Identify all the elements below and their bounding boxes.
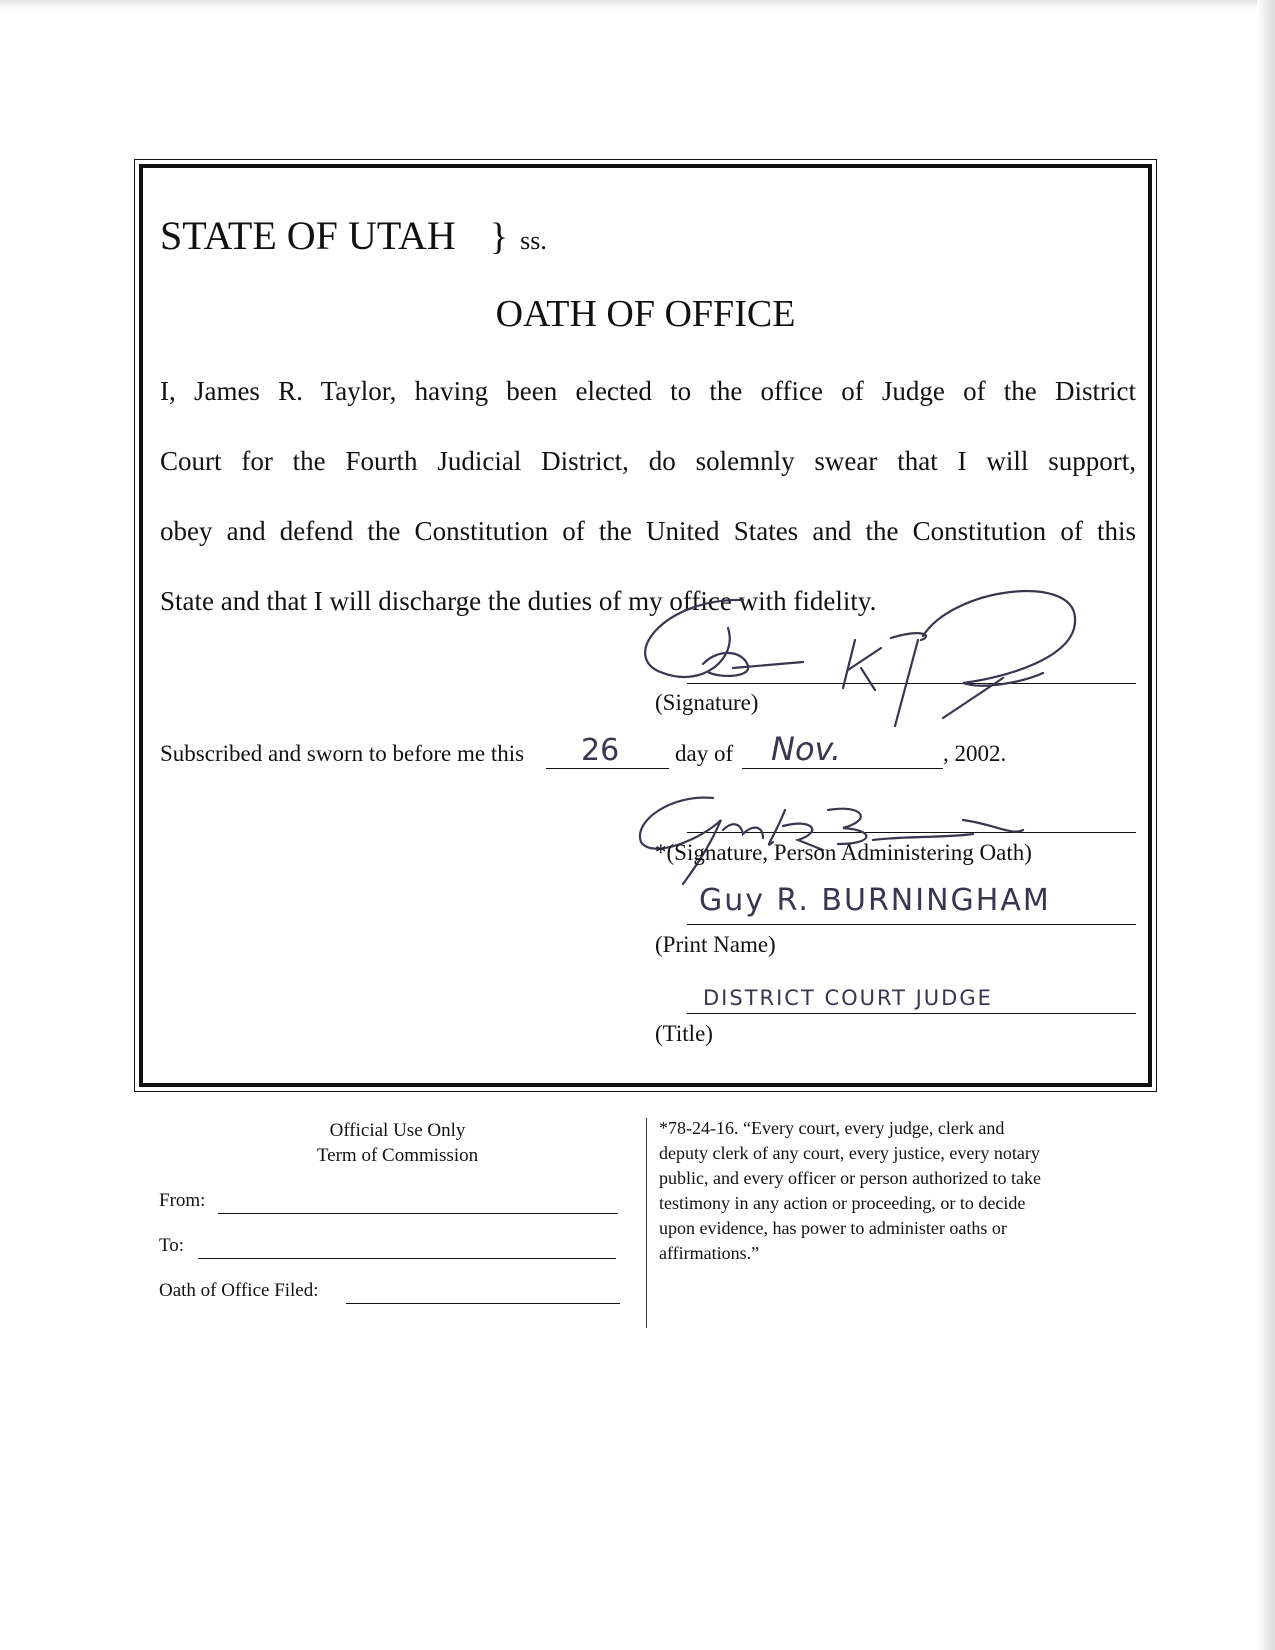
oath-form-box (139, 164, 1152, 1087)
ss-abbreviation: ss. (520, 226, 547, 255)
month-line (742, 768, 943, 769)
official-use-heading (160, 1118, 635, 1168)
title-caption: (Title) (655, 1021, 713, 1046)
oath-text-line-4: State and that I will discharge the duties of my office with fidelity. (160, 586, 877, 616)
oath-filed-field-line[interactable] (346, 1303, 620, 1304)
signature-caption: (Signature) (655, 690, 759, 715)
sworn-statement-label: Subscribed and sworn to before me this (160, 741, 525, 766)
day-value-handwritten: 26 (581, 733, 620, 768)
statute-line-3: public, and every officer or person authorized to take (659, 1168, 1042, 1188)
title-value-handwritten: DISTRICT COURT JUDGE (703, 986, 993, 1010)
print-name-caption: (Print Name) (655, 932, 776, 957)
administering-oath-caption: *(Signature, Person Administering Oath) (655, 840, 1032, 865)
state-heading (160, 212, 547, 259)
section-divider (646, 1118, 647, 1328)
brace-symbol: } (489, 216, 509, 258)
oath-filed-label: Oath of Office Filed: (159, 1280, 319, 1301)
official-use-only-label: Official Use Only (329, 1120, 466, 1141)
statute-note (659, 1116, 1129, 1266)
print-name-line (687, 924, 1136, 925)
year-label: , 2002. (943, 741, 1007, 766)
oath-text-line-1: I, James R. Taylor, having been elected to the office of Judge of the District (160, 376, 1136, 406)
scan-edge-top (0, 0, 1275, 10)
oath-text-line-3: obey and defend the Constitution of the United States and the Constitution of this (160, 516, 1136, 546)
oath-text-line-2: Court for the Fourth Judicial District, do solemnly swear that I will support, (160, 446, 1136, 476)
day-line (546, 768, 669, 769)
statute-line-1: *78-24-16. “Every court, every judge, clerk and (659, 1118, 1005, 1138)
month-value-handwritten: Nov. (771, 730, 842, 768)
statute-line-4: testimony in any action or proceeding, or to decide (659, 1193, 1026, 1213)
title-line (687, 1013, 1136, 1014)
term-of-commission-label: Term of Commission (316, 1145, 479, 1166)
scan-edge-right (1257, 0, 1275, 1650)
to-label: To: (159, 1235, 185, 1256)
day-of-label: day of (675, 741, 734, 766)
statute-line-6: affirmations.” (659, 1243, 760, 1263)
from-label: From: (159, 1190, 206, 1211)
document-title: OATH OF OFFICE (495, 293, 796, 335)
to-field-line[interactable] (198, 1258, 616, 1259)
statute-line-2: deputy clerk of any court, every justice, every notary (659, 1143, 1040, 1163)
state-name: STATE OF UTAH (160, 213, 456, 258)
print-name-value-handwritten: Guy R. BURNINGHAM (699, 883, 1051, 918)
from-field-line[interactable] (218, 1213, 618, 1214)
statute-line-5: upon evidence, has power to administer oaths or (659, 1218, 1007, 1238)
administering-official-signature (613, 780, 1033, 890)
